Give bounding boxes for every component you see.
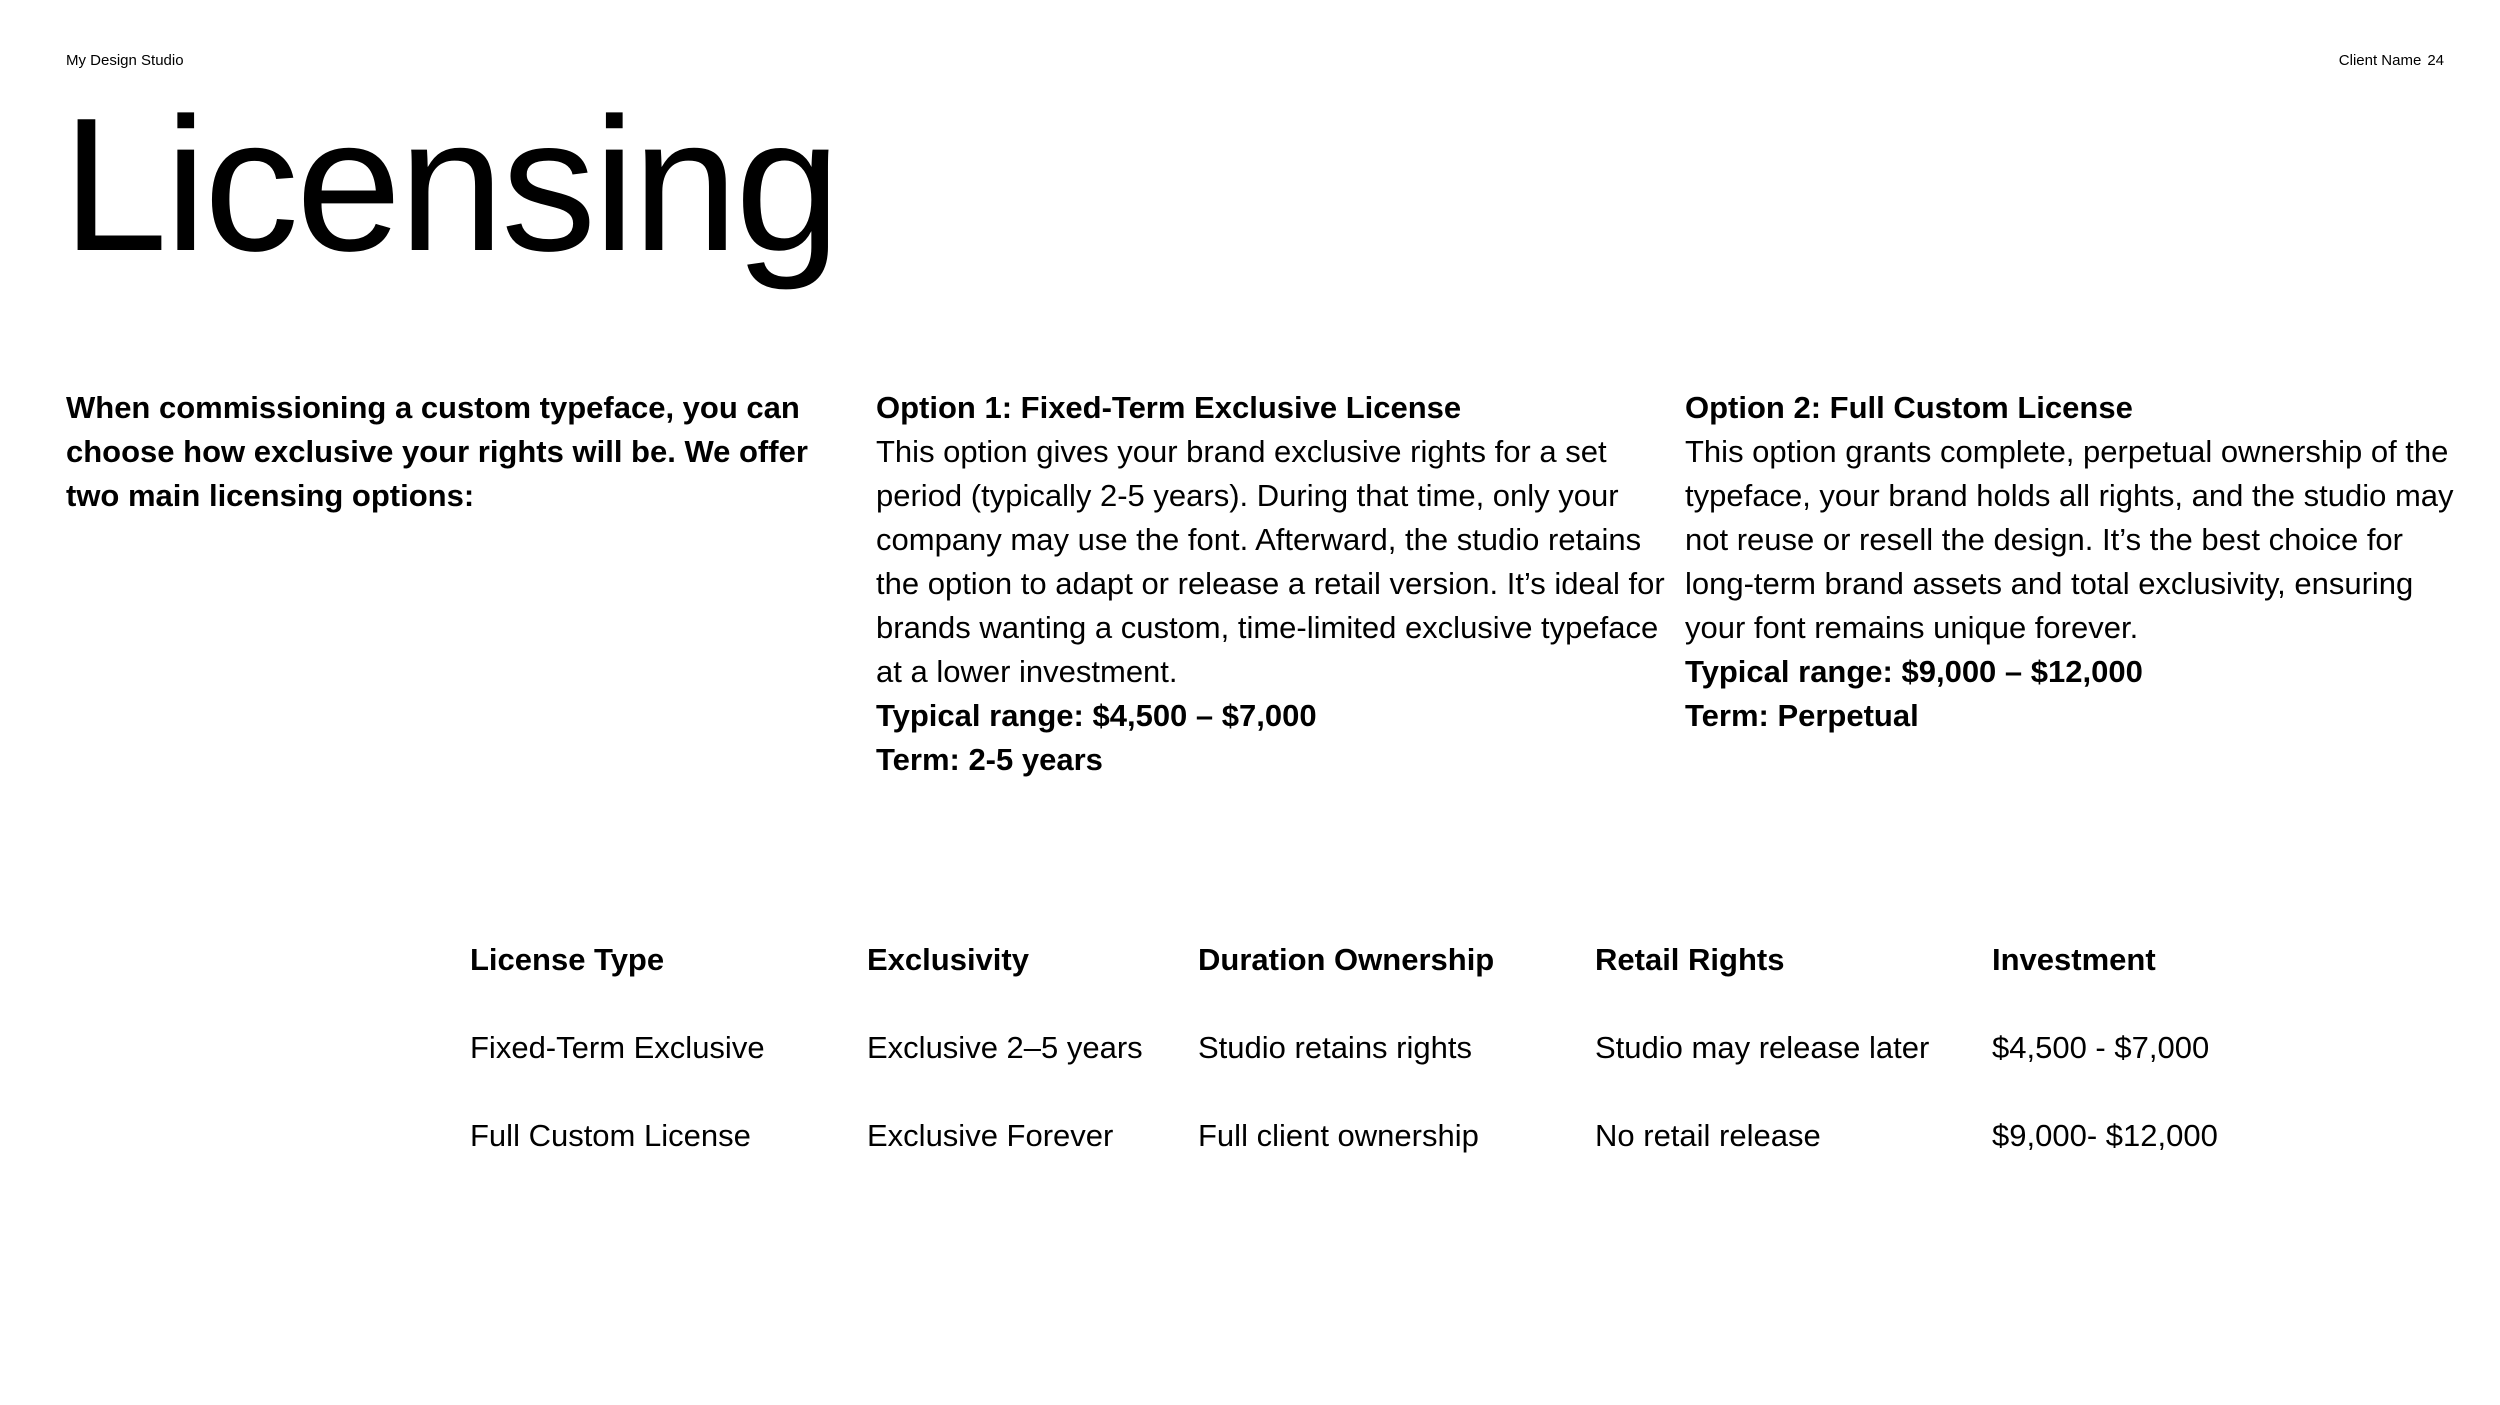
client-name: Client Name (2338, 52, 2422, 69)
option-1-range: Typical range: $4,500 – $7,000 (876, 698, 1317, 733)
table-cell: Exclusive 2–5 years (867, 1030, 1143, 1065)
table-cell: No retail release (1595, 1118, 1821, 1153)
table-cell: Full client ownership (1198, 1118, 1479, 1153)
option-1-heading: Option 1: Fixed-Term Exclusive License (876, 390, 1462, 425)
table-header-license-type: License Type (470, 942, 665, 977)
studio-name: My Design Studio (66, 52, 184, 69)
option-1-body: This option gives your brand exclusive rights for a set period (typically 2-5 years). During that time, only your company may use the font. Afterward, the studio retains the option to adapt or release a retail version. It’s ideal for brands wanting a custom, time-limited exclusive typeface at a lower investment. (876, 434, 1665, 689)
table-cell: Fixed-Term Exclusive (470, 1030, 765, 1065)
table-cell: $9,000- $12,000 (1992, 1118, 2218, 1153)
option-1-term: Term: 2-5 years (876, 742, 1103, 777)
option-2-body: This option grants complete, perpetual ownership of the typeface, your brand holds all rights, and the studio may not reuse or resell the design. It’s the best choice for long-term brand assets and total exclusivity, ensuring your font remains unique forever. (1685, 434, 2454, 645)
table-cell: Full Custom License (470, 1118, 751, 1153)
table-cell: Exclusive Forever (867, 1118, 1114, 1153)
table-cell: $4,500 - $7,000 (1992, 1030, 2210, 1065)
table-cell: Studio may release later (1595, 1030, 1930, 1065)
table-cell: Studio retains rights (1198, 1030, 1472, 1065)
table-header-exclusivity: Exclusivity (867, 942, 1029, 977)
page-title: Licensing (62, 79, 838, 291)
license-comparison-table (470, 0, 2370, 1405)
intro-text: When commissioning a custom typeface, you can choose how exclusive your rights will be. We offer two main licensing options: (66, 390, 808, 513)
page-number: 24 (2427, 52, 2444, 69)
table-header-duration-ownership: Duration Ownership (1198, 942, 1495, 977)
table-header-investment: Investment (1992, 942, 2156, 977)
table-header-retail-rights: Retail Rights (1595, 942, 1785, 977)
option-2-range: Typical range: $9,000 – $12,000 (1685, 654, 2143, 689)
option-2-term: Term: Perpetual (1685, 698, 1919, 733)
option-2-heading: Option 2: Full Custom License (1685, 390, 2133, 425)
